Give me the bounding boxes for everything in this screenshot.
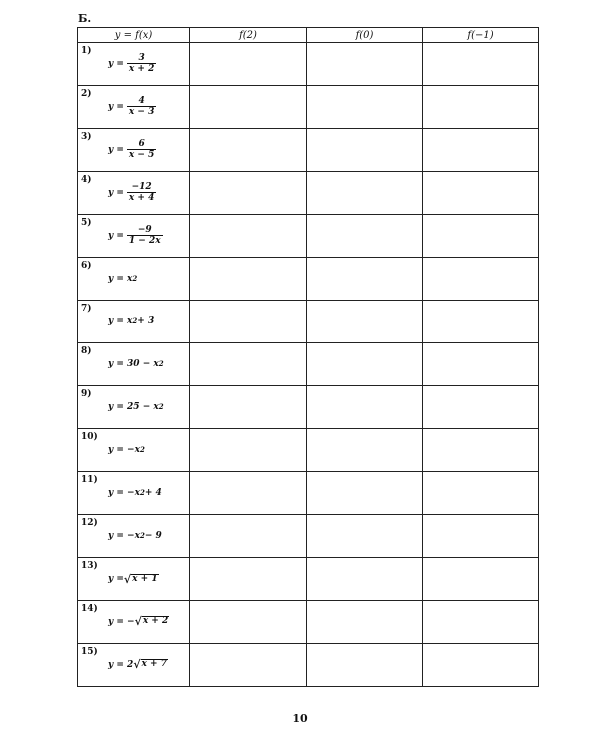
table-row <box>78 171 539 214</box>
fraction-denominator: 1 − 2x <box>128 236 161 247</box>
function-cell <box>78 214 190 257</box>
formula-base: y = 30 − x <box>108 359 159 370</box>
function-formula <box>108 215 163 257</box>
answer-cell-f-of-0[interactable] <box>307 600 423 643</box>
answer-cell-f-of-minus-1[interactable] <box>423 429 539 472</box>
answer-cell-f-of-2[interactable] <box>190 515 307 558</box>
row-number: 2) <box>81 88 92 99</box>
fraction-numerator: −12 <box>131 181 152 192</box>
answer-cell-f-of-2[interactable] <box>190 171 307 214</box>
answer-cell-f-of-minus-1[interactable] <box>423 386 539 429</box>
table-row <box>78 515 539 558</box>
formula-base: y = −x <box>108 445 140 456</box>
answer-cell-f-of-2[interactable] <box>190 85 307 128</box>
table-row <box>78 85 539 128</box>
radicand: x + 2 <box>142 616 169 627</box>
table-row <box>78 429 539 472</box>
table-header-row <box>78 28 539 43</box>
formula-lhs: y = <box>108 58 124 69</box>
formula-tail: + 3 <box>137 316 155 327</box>
fraction <box>127 139 156 161</box>
function-formula: y = x 2 <box>108 273 138 284</box>
answer-cell-f-of-0[interactable] <box>307 429 423 472</box>
formula-base: y = −x <box>108 488 140 499</box>
radical-sign-icon: √ <box>133 658 141 672</box>
function-formula: y = x 2 + 3 <box>108 316 155 327</box>
function-formula <box>108 43 156 85</box>
function-cell <box>78 43 190 86</box>
table-row <box>78 300 539 343</box>
answer-cell-f-of-2[interactable] <box>190 300 307 343</box>
fraction-numerator: −9 <box>137 224 152 235</box>
formula-lhs: y = <box>108 144 124 155</box>
answer-cell-f-of-2[interactable] <box>190 643 307 686</box>
column-header-function: y = f(x) <box>78 28 190 43</box>
table-row <box>78 257 539 300</box>
row-number: 5) <box>81 217 92 228</box>
row-number: 1) <box>81 46 92 56</box>
answer-cell-f-of-2[interactable] <box>190 600 307 643</box>
formula-tail: − 9 <box>144 531 162 542</box>
function-formula <box>108 86 156 128</box>
function-cell <box>78 472 190 515</box>
function-formula <box>108 129 156 171</box>
answer-cell-f-of-minus-1[interactable] <box>423 214 539 257</box>
answer-cell-f-of-0[interactable] <box>307 386 423 429</box>
answer-cell-f-of-minus-1[interactable] <box>423 128 539 171</box>
radical-sign-icon: √ <box>134 615 142 629</box>
function-cell <box>78 171 190 214</box>
radicand: x + 1 <box>132 573 158 584</box>
table-row <box>78 472 539 515</box>
page-number: 10 <box>292 712 308 725</box>
fraction <box>127 96 156 118</box>
row-number: 9) <box>81 389 92 400</box>
function-cell <box>78 257 190 300</box>
function-cell <box>78 643 190 686</box>
answer-cell-f-of-minus-1[interactable] <box>423 343 539 386</box>
answer-cell-f-of-2[interactable] <box>190 257 307 300</box>
answer-cell-f-of-0[interactable] <box>307 128 423 171</box>
formula-base: y = x <box>108 316 133 327</box>
function-cell <box>78 600 190 643</box>
answer-cell-f-of-0[interactable] <box>307 214 423 257</box>
answer-cell-f-of-minus-1[interactable] <box>423 472 539 515</box>
answer-cell-f-of-0[interactable] <box>307 171 423 214</box>
answer-cell-f-of-minus-1[interactable] <box>423 600 539 643</box>
column-header-f-of-0: f(0) <box>307 28 423 43</box>
answer-cell-f-of-2[interactable] <box>190 558 307 601</box>
function-cell <box>78 128 190 171</box>
table-row <box>78 343 539 386</box>
fraction-denominator: x + 4 <box>128 193 155 204</box>
row-number: 15) <box>81 646 98 657</box>
answer-cell-f-of-minus-1[interactable] <box>423 300 539 343</box>
answer-cell-f-of-0[interactable] <box>307 257 423 300</box>
row-number: 12) <box>81 518 98 529</box>
answer-cell-f-of-0[interactable] <box>307 472 423 515</box>
table-row <box>78 43 539 86</box>
function-formula: y = −x 2 + 4 <box>108 488 162 499</box>
function-formula: y = 30 − x 2 <box>108 359 164 370</box>
answer-cell-f-of-0[interactable] <box>307 558 423 601</box>
row-number: 11) <box>81 475 98 486</box>
answer-cell-f-of-minus-1[interactable] <box>423 558 539 601</box>
function-formula <box>108 172 156 214</box>
radical-sign-icon: √ <box>123 572 132 586</box>
function-formula <box>108 644 168 686</box>
row-number: 4) <box>81 174 92 185</box>
function-cell <box>78 386 190 429</box>
formula-lhs: y = 2 <box>108 659 134 670</box>
function-values-table <box>77 27 539 687</box>
answer-cell-f-of-2[interactable] <box>190 343 307 386</box>
fraction-denominator: x − 5 <box>128 150 155 161</box>
fraction-denominator: x − 3 <box>128 107 155 118</box>
fraction-denominator: x + 2 <box>128 64 155 75</box>
column-header-f-of-minus-1: f(−1) <box>423 28 539 43</box>
function-cell <box>78 343 190 386</box>
answer-cell-f-of-2[interactable] <box>190 128 307 171</box>
formula-lhs: y = <box>108 187 124 198</box>
function-formula <box>108 558 159 600</box>
function-formula: y = −x 2 <box>108 445 145 456</box>
answer-cell-f-of-2[interactable] <box>190 429 307 472</box>
answer-cell-f-of-minus-1[interactable] <box>423 643 539 686</box>
row-number: 6) <box>81 260 92 271</box>
radicand: x + 7 <box>141 659 167 670</box>
answer-cell-f-of-minus-1[interactable] <box>423 43 539 86</box>
answer-cell-f-of-minus-1[interactable] <box>423 171 539 214</box>
formula-base: y = 25 − x <box>108 402 159 413</box>
square-root <box>124 574 159 585</box>
formula-lhs: y = − <box>108 616 135 627</box>
table-row <box>78 600 539 643</box>
row-number: 13) <box>81 561 98 572</box>
row-number: 8) <box>81 346 92 357</box>
formula-base: y = x <box>108 273 133 284</box>
function-formula <box>108 601 169 643</box>
formula-lhs: y = <box>108 230 124 241</box>
answer-cell-f-of-0[interactable] <box>307 515 423 558</box>
answer-cell-f-of-0[interactable] <box>307 343 423 386</box>
function-cell <box>78 515 190 558</box>
row-number: 7) <box>81 303 92 314</box>
formula-base: y = −x <box>108 531 140 542</box>
table-row <box>78 386 539 429</box>
answer-cell-f-of-0[interactable] <box>307 300 423 343</box>
answer-cell-f-of-0[interactable] <box>307 43 423 86</box>
fraction <box>127 225 163 247</box>
table-row <box>78 214 539 257</box>
column-header-f-of-2: f(2) <box>190 28 307 43</box>
table-row <box>78 643 539 686</box>
row-number: 14) <box>81 603 98 614</box>
answer-cell-f-of-minus-1[interactable] <box>423 85 539 128</box>
answer-cell-f-of-2[interactable] <box>190 472 307 515</box>
function-cell <box>78 558 190 601</box>
row-number: 3) <box>81 131 92 142</box>
answer-cell-f-of-0[interactable] <box>307 85 423 128</box>
square-root <box>133 659 168 670</box>
answer-cell-f-of-minus-1[interactable] <box>423 257 539 300</box>
answer-cell-f-of-0[interactable] <box>307 643 423 686</box>
answer-cell-f-of-2[interactable] <box>190 214 307 257</box>
fraction-numerator: 6 <box>138 138 145 149</box>
function-cell <box>78 85 190 128</box>
section-label: Б. <box>78 12 92 25</box>
row-number: 10) <box>81 432 98 443</box>
table-body <box>78 43 539 687</box>
formula-tail: + 4 <box>144 488 162 499</box>
square-root <box>135 616 170 627</box>
formula-lhs: y = <box>108 101 124 112</box>
function-formula: y = −x 2 − 9 <box>108 531 162 542</box>
answer-cell-f-of-minus-1[interactable] <box>423 515 539 558</box>
answer-cell-f-of-2[interactable] <box>190 43 307 86</box>
function-cell <box>78 429 190 472</box>
table-row <box>78 558 539 601</box>
function-formula: y = 25 − x 2 <box>108 402 164 413</box>
function-cell <box>78 300 190 343</box>
formula-lhs: y = <box>108 574 124 585</box>
answer-cell-f-of-2[interactable] <box>190 386 307 429</box>
fraction <box>127 53 156 75</box>
fraction-numerator: 3 <box>138 53 145 64</box>
table-row <box>78 128 539 171</box>
fraction-numerator: 4 <box>138 96 145 107</box>
fraction <box>127 182 156 204</box>
